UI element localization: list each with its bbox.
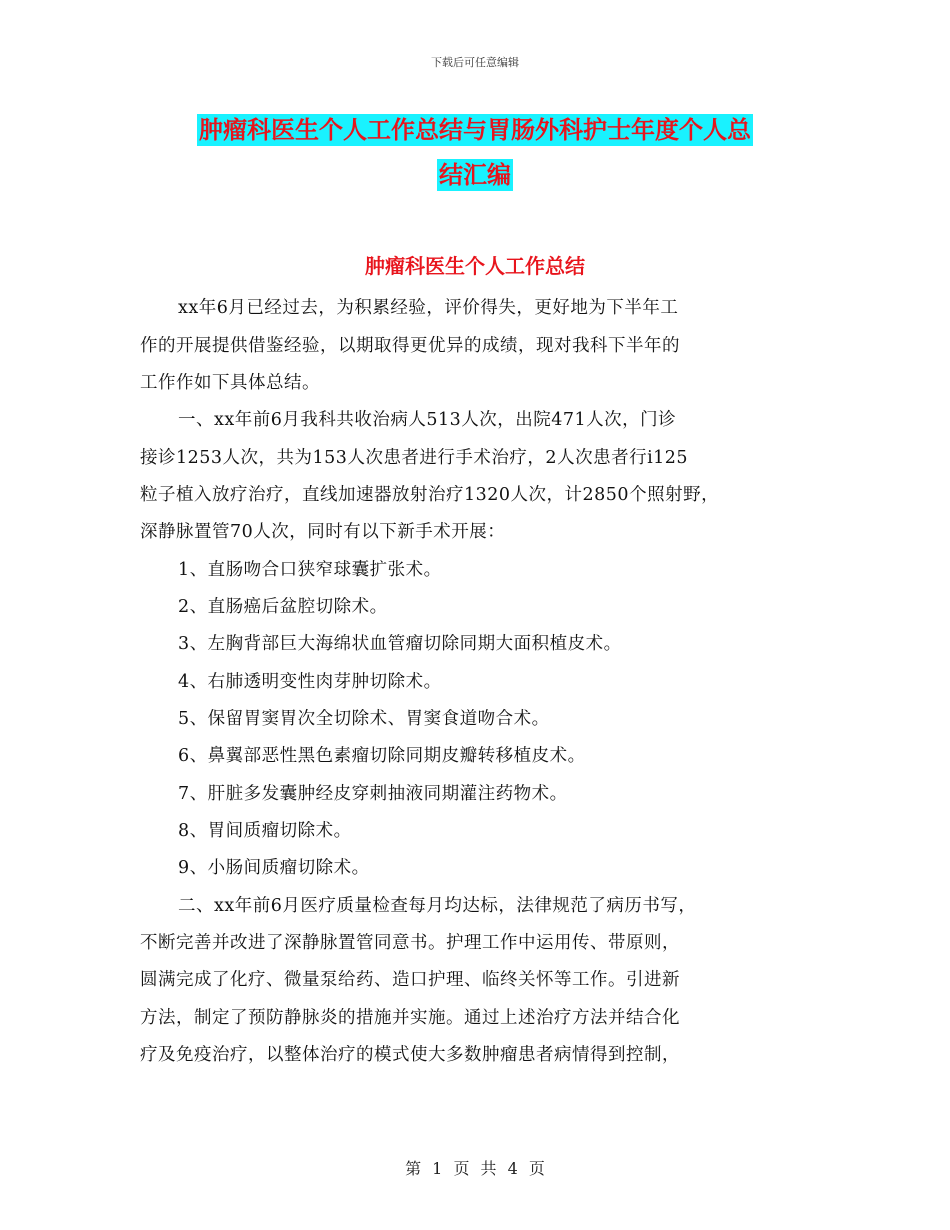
body-line: 深静脉置管70人次，同时有以下新手术开展：: [140, 522, 506, 542]
body-line: 粒子植入放疗治疗，直线加速器放射治疗1320人次，计2850个照射野，: [140, 485, 720, 505]
list-item: 9、小肠间质瘤切除术。: [178, 858, 370, 878]
document-title-line-2: [0, 160, 950, 190]
body-line: 不断完善并改进了深静脉置管同意书。护理工作中运用传、带原则，: [140, 933, 680, 953]
list-item: 8、胃间质瘤切除术。: [178, 821, 352, 841]
page-footer: 第 1 页 共 4 页: [405, 1159, 545, 1178]
body-line: 二、xx年前6月医疗质量检查每月均达标，法律规范了病历书写，: [178, 896, 697, 916]
document-title-line-1: [0, 115, 950, 145]
list-item: 5、保留胃窦胃次全切除术、胃窦食道吻合术。: [178, 709, 550, 729]
list-item: 6、鼻翼部恶性黑色素瘤切除同期皮瓣转移植皮术。: [178, 746, 586, 766]
body-line: 作的开展提供借鉴经验，以期取得更优异的成绩，现对我科下半年的: [140, 336, 680, 356]
list-item: 7、肝脏多发囊肿经皮穿刺抽液同期灌注药物术。: [178, 784, 568, 804]
list-item: 2、直肠癌后盆腔切除术。: [178, 597, 388, 617]
body-line: xx年6月已经过去，为积累经验，评价得失，更好地为下半年工: [178, 298, 679, 318]
list-item: 4、右肺透明变性肉芽肿切除术。: [178, 672, 442, 692]
list-item: 3、左胸背部巨大海绵状血管瘤切除同期大面积植皮术。: [178, 634, 622, 654]
document-title-text-2: 结汇编: [439, 161, 511, 189]
body-line: 疗及免疫治疗，以整体治疗的模式使大多数肿瘤患者病情得到控制，: [140, 1045, 680, 1065]
body-line: 接诊1253人次，共为153人次患者进行手术治疗，2人次患者行i125: [140, 448, 689, 468]
section-title: 肿瘤科医生个人工作总结: [365, 254, 585, 278]
body-line: 方法，制定了预防静脉炎的措施并实施。通过上述治疗方法并结合化: [140, 1008, 680, 1028]
page-header-note: 下载后可任意编辑: [431, 56, 519, 69]
document-title-text-1: 肿瘤科医生个人工作总结与胃肠外科护士年度个人总: [199, 116, 751, 144]
body-line: 圆满完成了化疗、微量泵给药、造口护理、临终关怀等工作。引进新: [140, 970, 680, 990]
body-line: 一、xx年前6月我科共收治病人513人次，出院471人次，门诊: [178, 410, 677, 430]
list-item: 1、直肠吻合口狭窄球囊扩张术。: [178, 560, 442, 580]
body-line: 工作作如下具体总结。: [140, 373, 320, 393]
